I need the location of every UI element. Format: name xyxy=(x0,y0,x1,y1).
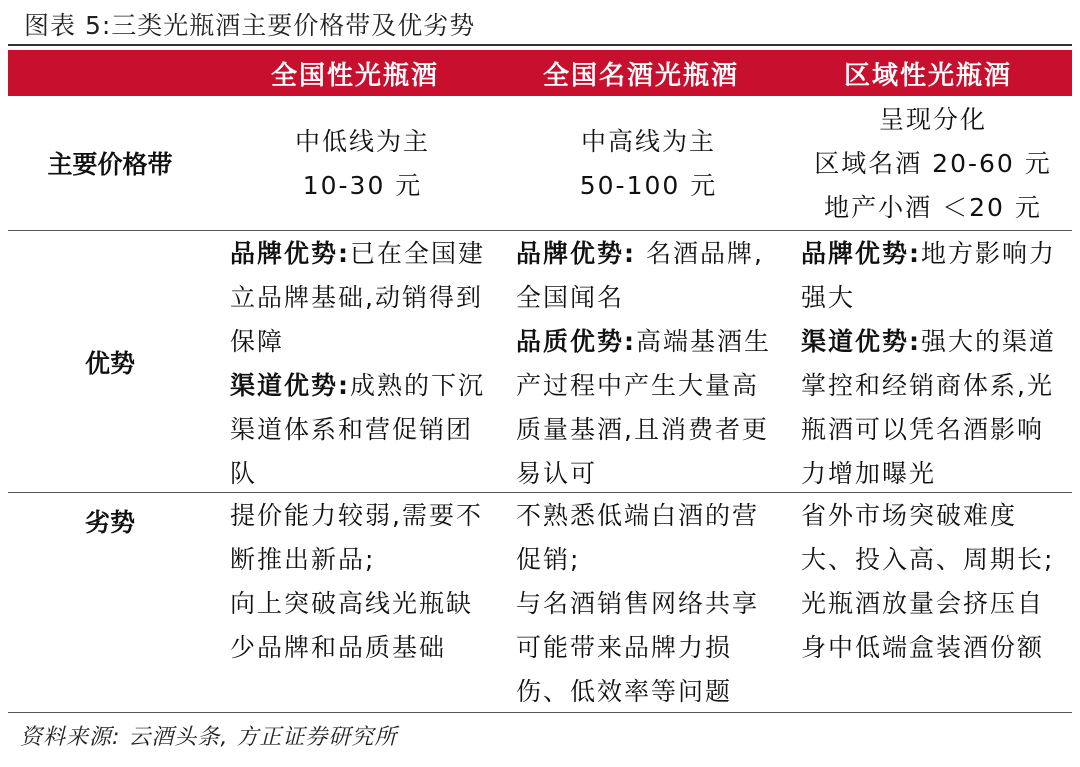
disadvantage-item: 向上突破高线光瓶缺少品牌和品质基础 xyxy=(230,589,474,662)
advantage-body: 强大的渠道掌控和经销商体系,光瓶酒可以凭名酒影响力增加曝光 xyxy=(801,327,1057,488)
row-label-advantage: 优势 xyxy=(84,349,135,378)
advantage-national xyxy=(230,232,495,496)
advantage-head: 品牌优势: xyxy=(230,239,350,268)
price-national-line: 中低线为主 xyxy=(294,127,430,156)
price-famous xyxy=(516,120,781,208)
advantage-item xyxy=(801,320,1066,496)
advantage-body: 地方影响力强大 xyxy=(801,239,1057,312)
disadvantage-national xyxy=(230,494,495,670)
disadvantage-item: 省外市场突破难度大、投入高、周期长; xyxy=(801,501,1055,574)
figure-title: 图表 5:三类光瓶酒主要价格带及优劣势 xyxy=(24,11,476,40)
header-national: 全国性光瓶酒 xyxy=(270,60,439,91)
price-famous-line: 50-100 元 xyxy=(579,171,718,200)
table-row-advantage xyxy=(8,232,1072,492)
advantage-item xyxy=(516,232,781,320)
price-regional xyxy=(793,98,1073,230)
disadvantage-item: 不熟悉低端白酒的营促销; xyxy=(516,501,760,574)
disadvantage-regional xyxy=(801,494,1066,670)
disadvantage-item: 提价能力较弱,需要不断推出新品; xyxy=(230,501,483,574)
advantage-famous xyxy=(516,232,781,496)
price-regional-line: 呈现分化 xyxy=(878,105,987,134)
advantage-regional xyxy=(801,232,1066,496)
row-divider xyxy=(8,492,1072,493)
advantage-head: 品牌优势: xyxy=(516,239,636,268)
table-header xyxy=(8,50,1072,96)
advantage-body: 高端基酒生产过程中产生大量高质量基酒,且消费者更易认可 xyxy=(516,327,772,488)
bottom-rule xyxy=(8,712,1072,713)
advantage-item xyxy=(230,232,495,364)
price-national-line: 10-30 元 xyxy=(302,171,423,200)
table-row-price xyxy=(8,98,1072,228)
row-label-price: 主要价格带 xyxy=(47,150,173,179)
advantage-head: 品牌优势: xyxy=(801,239,921,268)
advantage-body: 成熟的下沉渠道体系和营促销团队 xyxy=(230,371,486,488)
table-row-disadvantage xyxy=(8,494,1072,710)
disadvantage-item: 光瓶酒放量会挤压自身中低端盒装酒份额 xyxy=(801,589,1045,662)
advantage-body: 名酒品牌, 全国闻名 xyxy=(516,239,764,312)
advantage-head: 渠道优势: xyxy=(801,327,921,356)
price-regional-line: 地产小酒 ＜20 元 xyxy=(824,193,1042,222)
disadvantage-item: 与名酒销售网络共享可能带来品牌力损伤、低效率等问题 xyxy=(516,589,760,706)
source-note: 资料来源: 云酒头条, 方正证券研究所 xyxy=(20,725,398,750)
top-rule xyxy=(8,44,1072,46)
advantage-head: 品质优势: xyxy=(516,327,636,356)
price-famous-line: 中高线为主 xyxy=(580,127,716,156)
disadvantage-famous xyxy=(516,494,781,714)
price-national xyxy=(230,120,495,208)
advantage-head: 渠道优势: xyxy=(230,371,350,400)
advantage-item xyxy=(516,320,781,496)
row-divider xyxy=(8,230,1072,231)
advantage-item xyxy=(230,364,495,496)
price-regional-line: 区域名酒 20-60 元 xyxy=(814,149,1052,178)
header-famous-brand: 全国名酒光瓶酒 xyxy=(542,60,739,91)
row-label-disadvantage: 劣势 xyxy=(84,508,135,537)
advantage-body: 已在全国建立品牌基础,动销得到保障 xyxy=(230,239,486,356)
advantage-item xyxy=(801,232,1066,320)
header-regional: 区域性光瓶酒 xyxy=(843,60,1012,91)
